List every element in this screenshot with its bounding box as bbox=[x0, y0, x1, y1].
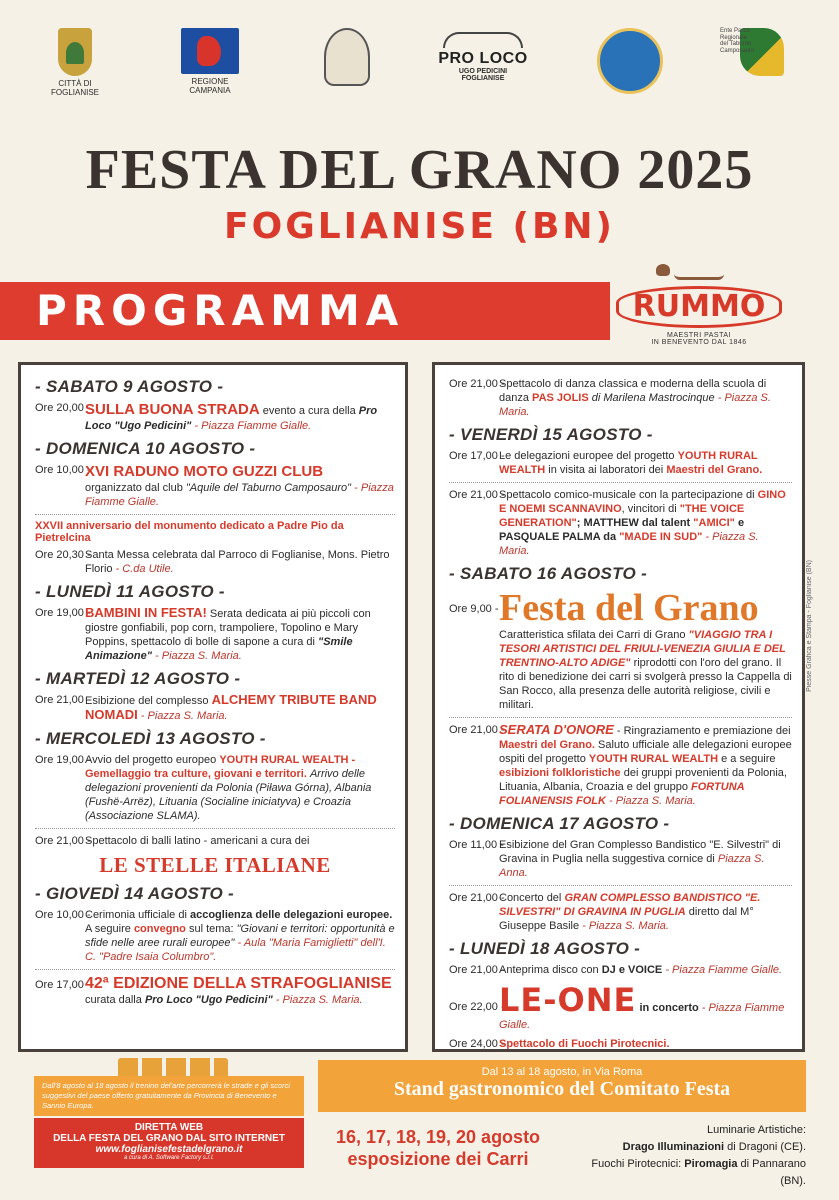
luminarie-label: Luminarie Artistiche: bbox=[706, 1124, 806, 1136]
event-text: Spettacolo di danza classica e moderna della scuola di danza bbox=[499, 378, 767, 404]
proloco-logo bbox=[428, 28, 538, 83]
event-time: Ore 21,00 - bbox=[449, 964, 505, 976]
day-heading: - SABATO 16 AGOSTO - bbox=[449, 564, 648, 583]
event-title-2: "THE VOICE GENERATION" bbox=[499, 503, 745, 529]
event bbox=[449, 982, 792, 1032]
ente-parco-label: Ente Parco Regionale del Taburno Camposauro bbox=[720, 28, 755, 54]
event-title: GINO E NOEMI SCANNAVINO bbox=[499, 489, 786, 515]
rummo-logo bbox=[614, 268, 784, 346]
event bbox=[35, 975, 395, 1007]
event bbox=[449, 588, 792, 712]
event-desc bbox=[499, 723, 792, 808]
event-desc bbox=[85, 693, 395, 723]
anniversary-note: XXVII anniversario del monumento dedicato a Padre Pio da Pietrelcina bbox=[35, 520, 344, 544]
rummo-name: RUMMO bbox=[616, 286, 783, 328]
event-place: - Piazza S. Maria. bbox=[499, 531, 759, 557]
event-place: - Piazza S. Maria. bbox=[609, 795, 696, 807]
divider bbox=[449, 482, 792, 483]
event-place: - Piazza S. Maria. bbox=[499, 392, 771, 418]
event-time: Ore 21,00 - bbox=[35, 835, 91, 847]
event-title-2: Maestri del Grano. bbox=[499, 739, 595, 751]
event bbox=[35, 834, 395, 848]
event-time: Ore 21,00 - bbox=[449, 378, 505, 390]
event-text: Serata dedicata ai più piccoli con giostre gonfiabili, pop corn, trampoliere, Topolino e Mary Poppins, spettacolo di bolle di sapone a cura di bbox=[85, 608, 371, 648]
event-title: XVI RADUNO MOTO GUZZI CLUB bbox=[85, 463, 324, 480]
event-time: Ore 21,00 - bbox=[449, 489, 505, 501]
event-place: - C.da Utile. bbox=[115, 563, 174, 575]
event-time: Ore 17,00 - bbox=[35, 979, 91, 991]
event-text-3: e a seguire bbox=[721, 753, 776, 765]
event bbox=[449, 449, 792, 477]
event-text: Spettacolo di balli latino - americani a cura dei bbox=[85, 835, 310, 847]
web-line-2: DELLA FESTA DEL GRANO DAL SITO INTERNET bbox=[53, 1133, 285, 1144]
day-heading: - GIOVEDÌ 14 AGOSTO - bbox=[35, 884, 235, 903]
carri-label: esposizione dei Carri bbox=[347, 1149, 529, 1169]
day-heading: - SABATO 9 AGOSTO - bbox=[35, 377, 224, 396]
fuochi-city: di Pannarano (BN). bbox=[740, 1158, 806, 1187]
comune-label: CITTÀ DI FOGLIANISE bbox=[50, 79, 99, 97]
proloco-sub2: FOGLIANISE bbox=[461, 75, 505, 83]
event bbox=[449, 838, 792, 880]
comune-logo bbox=[40, 28, 110, 98]
event-place: - Aula "Maria Famiglietti" dell'I. C. "Padre Isaia Columbro". bbox=[85, 937, 386, 963]
poster-subtitle: FOGLIANISE (BN) bbox=[224, 206, 615, 247]
event-place: - Piazza Fiamme Gialle. bbox=[194, 420, 312, 432]
event-title: SERATA D'ONORE bbox=[499, 722, 614, 737]
event bbox=[449, 963, 792, 977]
web-url[interactable]: www.foglianisefestadelgrano.it bbox=[95, 1144, 243, 1155]
provincia-logo bbox=[312, 28, 382, 90]
event-desc bbox=[499, 982, 792, 1032]
event-bold: DJ e VOICE bbox=[601, 964, 663, 976]
event bbox=[449, 723, 792, 808]
event-desc bbox=[85, 975, 395, 1007]
event-text: curata dalla bbox=[85, 994, 142, 1006]
stand-gastronomico-banner bbox=[318, 1060, 806, 1112]
event bbox=[449, 1037, 792, 1051]
rummo-tagline-1: MAESTRI PASTAI bbox=[667, 332, 731, 339]
festa-grano-logo bbox=[590, 28, 670, 98]
event bbox=[449, 891, 792, 933]
event-desc bbox=[499, 449, 792, 477]
esposizione-carri bbox=[318, 1126, 558, 1170]
event-organizer: "Smile Animazione" bbox=[85, 636, 353, 662]
fuochi-label: Fuochi Pirotecnici: bbox=[591, 1158, 682, 1170]
event-time: Ore 21,00 - bbox=[449, 892, 505, 904]
event-desc bbox=[85, 834, 395, 848]
event-text-2: , vincitori di bbox=[621, 503, 677, 515]
event-title: YOUTH RURAL WEALTH - Gemellaggio tra culture, giovani e territori. bbox=[85, 754, 356, 780]
train-icon bbox=[118, 1058, 228, 1078]
event-place: - Piazza S. Maria. bbox=[582, 920, 669, 932]
event-desc bbox=[499, 963, 792, 977]
event-desc bbox=[85, 606, 395, 663]
rummo-tagline-2: IN BENEVENTO DAL 1846 bbox=[651, 339, 747, 346]
event-desc bbox=[499, 588, 792, 712]
sponsor-logos bbox=[40, 28, 799, 118]
event-time: Ore 11,00 - bbox=[449, 839, 504, 851]
day-heading: - LUNEDÌ 11 AGOSTO - bbox=[35, 582, 225, 601]
carri-dates: 16, 17, 18, 19, 20 agosto bbox=[335, 1127, 541, 1147]
day-heading: - LUNEDÌ 18 AGOSTO - bbox=[449, 939, 641, 958]
event-time: Ore 17,00 - bbox=[449, 450, 505, 462]
event-text: Cerimonia ufficiale di bbox=[85, 909, 187, 921]
event-text: Le delegazioni europee del progetto bbox=[499, 450, 675, 462]
stelle-italiane-title: LE STELLE ITALIANE bbox=[99, 853, 331, 877]
event-text-2: in visita ai laboratori dei bbox=[548, 464, 664, 476]
event-place: - Piazza Fiamme Gialle. bbox=[85, 482, 394, 508]
event bbox=[35, 908, 395, 964]
event-title-3: "AMICI" bbox=[693, 517, 735, 529]
event bbox=[35, 401, 395, 433]
event bbox=[35, 463, 395, 509]
event-title: SULLA BUONA STRADA bbox=[85, 401, 260, 418]
event bbox=[35, 606, 395, 663]
programma-banner: PROGRAMMA bbox=[0, 282, 610, 340]
event-title: "VIAGGIO TRA I TESORI ARTISTICI DEL FRIULI-VENEZIA GIULIA E DEL TRENTINO-ALTO ADIGE" bbox=[499, 629, 786, 669]
event-title: YOUTH RURAL WEALTH bbox=[499, 450, 758, 476]
print-credit: Piesse Grafica e Stampa - Foglianise (BN) bbox=[806, 560, 813, 692]
event-desc bbox=[85, 908, 395, 964]
web-line-1: DIRETTA WEB bbox=[134, 1122, 204, 1133]
event-time: Ore 21,00 - bbox=[449, 724, 505, 736]
festa-del-grano-headline: Festa del Grano bbox=[499, 587, 759, 629]
event-place: - Piazza Fiamme Gialle. bbox=[499, 1002, 785, 1031]
event-text-2: Saluto ufficiale alle delegazioni europee ospiti del progetto bbox=[499, 739, 792, 765]
event-text-more: riprodotti con l'oro del grano. Il rito di benedizione dei carri si svolgerà presso la Cappella di San Rocco, alla presenza delle autorità religiose, civili e militari. bbox=[499, 657, 792, 711]
provincia-crest-icon bbox=[324, 28, 370, 86]
luminarie-name: Drago Illuminazioni bbox=[622, 1141, 725, 1153]
event-theme: "Giovani e territori: opportunità e sfide nelle aree rurali europee" bbox=[85, 923, 395, 949]
event-time: Ore 24,00 - bbox=[449, 1038, 505, 1050]
event-text-3: sul tema: bbox=[188, 923, 234, 935]
day-heading: - DOMENICA 17 AGOSTO - bbox=[449, 814, 670, 833]
fuochi-line bbox=[570, 1156, 806, 1190]
luminarie-city: di Dragoni (CE). bbox=[727, 1141, 806, 1153]
web-credit: a cura di A. Software Factory s.r.l. bbox=[124, 1155, 214, 1161]
event-text: organizzato dal club bbox=[85, 482, 183, 494]
divider bbox=[449, 717, 792, 718]
event-place: - Piazza S. Maria. bbox=[140, 710, 228, 722]
event-text-3: ; MATTHEW dal talent bbox=[576, 517, 691, 529]
event-text: Concerto del bbox=[499, 892, 562, 904]
technical-sponsors bbox=[570, 1122, 806, 1190]
le-one-title: LE-ONE bbox=[499, 981, 637, 1019]
event-time: Ore 10,00 - bbox=[35, 909, 91, 921]
event-organizer: di Marilena Mastrocinque bbox=[591, 392, 715, 404]
event-desc bbox=[499, 488, 792, 558]
poster-title: FESTA DEL GRANO 2025 bbox=[85, 139, 754, 201]
event-desc bbox=[499, 891, 792, 933]
event-title: GRAN COMPLESSO BANDISTICO "E. SILVESTRI" DI GRAVINA IN PUGLIA bbox=[499, 892, 761, 918]
event-title-3: YOUTH RURAL WEALTH bbox=[588, 753, 719, 765]
event-place: - Piazza S. Maria. bbox=[155, 650, 242, 662]
event-title-5: FORTUNA FOLIANENSIS FOLK bbox=[499, 781, 745, 807]
event-place: - Piazza S. Maria. bbox=[275, 994, 363, 1006]
event-text: Santa Messa celebrata dal Parroco di Foglianise, Mons. Pietro Florio bbox=[85, 549, 390, 575]
event-text-4: e PASQUALE PALMA da bbox=[499, 517, 745, 543]
event-desc bbox=[85, 401, 395, 433]
event-time: Ore 10,00 - bbox=[35, 464, 91, 476]
event bbox=[449, 377, 792, 419]
fuochi-name: Piromagia bbox=[684, 1158, 738, 1170]
event-title: BAMBINI IN FESTA! bbox=[85, 605, 207, 620]
event-text: Anteprima disco con bbox=[499, 964, 599, 976]
event-time: Ore 19,00 - bbox=[35, 607, 91, 619]
day-heading: - DOMENICA 10 AGOSTO - bbox=[35, 439, 256, 458]
day-heading: - MERCOLEDÌ 13 AGOSTO - bbox=[35, 729, 266, 748]
event-place: - Piazza Fiamme Gialle. bbox=[665, 964, 783, 976]
event-organizer: "Aquile del Taburno Camposauro" bbox=[185, 482, 352, 494]
divider bbox=[449, 885, 792, 886]
festa-grano-emblem-icon bbox=[597, 28, 663, 94]
event-convegno: convegno bbox=[133, 923, 186, 935]
event-organizer: Pro Loco "Ugo Pedicini" bbox=[144, 994, 273, 1006]
event-desc bbox=[499, 838, 792, 880]
event-time: Ore 20,30 - bbox=[35, 549, 91, 561]
luminarie-line bbox=[570, 1139, 806, 1156]
event-bold: accoglienza delle delegazioni europee. bbox=[189, 909, 393, 921]
program-column-left bbox=[18, 362, 408, 1052]
proloco-brand: PRO LOCO bbox=[438, 50, 528, 67]
event-text: Caratteristica sfilata dei Carri di Grano bbox=[499, 629, 686, 641]
event-title-2: Maestri del Grano. bbox=[666, 464, 763, 476]
event-text: evento a cura della bbox=[262, 405, 356, 417]
event-time: Ore 9,00 - bbox=[449, 603, 499, 615]
ente-parco-logo bbox=[720, 28, 800, 80]
event-desc bbox=[85, 548, 395, 576]
event-text: Esibizione del complesso bbox=[85, 695, 209, 707]
campania-emblem-icon bbox=[181, 28, 239, 74]
event-text: Esibizione del Gran Complesso Bandistico "E. Silvestri" di Gravina in Puglia nella suggestiva cornice di bbox=[499, 839, 781, 865]
event-text-2: A seguire bbox=[85, 923, 131, 935]
event bbox=[35, 753, 395, 823]
day-heading: - VENERDÌ 15 AGOSTO - bbox=[449, 425, 653, 444]
day-heading: - MARTEDÌ 12 AGOSTO - bbox=[35, 669, 241, 688]
divider bbox=[35, 514, 395, 515]
event bbox=[35, 693, 395, 723]
divider bbox=[35, 828, 395, 829]
event-text: in concerto bbox=[639, 1002, 699, 1014]
event-organizer: Pro Loco "Ugo Pedicini" bbox=[85, 405, 378, 432]
mountain-icon bbox=[443, 32, 523, 48]
campania-label: REGIONE CAMPANIA bbox=[189, 77, 231, 95]
event-title: PAS JOLIS bbox=[532, 392, 589, 404]
proloco-sub1: UGO PEDICINI bbox=[458, 67, 508, 75]
diretta-web-box bbox=[34, 1118, 304, 1168]
event-text-4: dei gruppi provenienti da Polonia, Lituania, Albania, Croazia e del gruppo bbox=[499, 767, 787, 793]
event-time: Ore 19,00 - bbox=[35, 754, 91, 766]
event-time: Ore 21,00 - bbox=[35, 694, 91, 706]
event-text-2: diretto dal M° Giuseppe Basile bbox=[499, 906, 754, 932]
event-desc bbox=[85, 463, 395, 509]
train-info: Dall'8 agosto al 18 agosto il trenino del'arte percorrerà le strade e gli scorci suggestivi del paese offerto gratuitamente da Provincia di Benevento e Sannio Europa. bbox=[34, 1076, 304, 1116]
divider bbox=[35, 969, 395, 970]
event-text: Spettacolo comico-musicale con la partecipazione di bbox=[499, 489, 755, 501]
stand-title: Stand gastronomico del Comitato Festa bbox=[393, 1078, 731, 1100]
campania-logo bbox=[175, 28, 245, 96]
event-desc bbox=[499, 1037, 792, 1051]
event-title: 42ª EDIZIONE DELLA STRAFOGLIANISE bbox=[85, 975, 392, 992]
event-text: - Ringraziamento e premiazione dei bbox=[616, 725, 791, 737]
event bbox=[35, 548, 395, 576]
event-text: Avvio del progetto europeo bbox=[85, 754, 217, 766]
horse-cart-icon bbox=[674, 268, 724, 280]
event-time: Ore 22,00 - bbox=[449, 1001, 505, 1013]
event-desc bbox=[85, 753, 395, 823]
comune-crest-icon bbox=[58, 28, 92, 76]
event-time: Ore 20,00 - bbox=[35, 402, 91, 414]
stand-dates: Dal 13 al 18 agosto, in Via Roma bbox=[481, 1066, 643, 1078]
event-desc bbox=[499, 377, 792, 419]
event-title-4: esibizioni folkloristiche bbox=[499, 767, 621, 779]
event-place: Piazza S. Anna. bbox=[499, 853, 765, 879]
event bbox=[449, 488, 792, 558]
event-text-more: Arrivo delle delegazioni provenienti da Polonia (Piława Górna), Albania (Fushë-Arrëz), Lituania (Socialine iniciatyva) e Croazia (Associazione SLAMA). bbox=[85, 768, 372, 822]
event-title: Spettacolo di Fuochi Pirotecnici. bbox=[499, 1038, 670, 1050]
event-title: ALCHEMY TRIBUTE BAND NOMADI bbox=[85, 692, 377, 722]
program-column-right bbox=[432, 362, 805, 1052]
event-title-4: "MADE IN SUD" bbox=[619, 531, 703, 543]
